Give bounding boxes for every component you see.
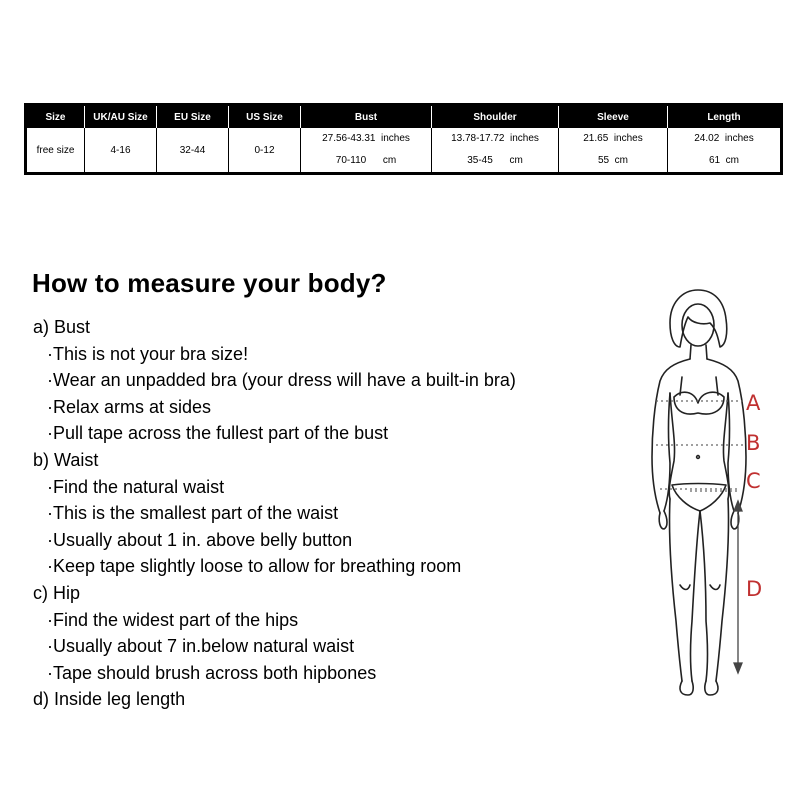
cell-size: free size — [36, 144, 75, 156]
guide-item: ·Pull tape across the fullest part of the bust — [47, 423, 389, 444]
marker-a: A — [746, 391, 761, 415]
header-bust: Bust — [301, 105, 432, 129]
header-eu-size: EU Size — [157, 105, 229, 129]
bust-inches: 27.56-43.31 inches — [322, 133, 410, 144]
guide-title: How to measure your body? — [32, 268, 387, 298]
cell-us-size: 0-12 — [229, 128, 301, 174]
guide-item: ·Usually about 1 in. above belly button — [47, 529, 353, 550]
guide-item: ·Usually about 7 in.below natural waist — [47, 636, 355, 657]
measurement-guide-list — [33, 314, 516, 713]
cell-length — [668, 128, 782, 174]
guide-item: ·This is the smallest part of the waist — [47, 503, 339, 524]
cell-uk-au-size: 4-16 — [85, 128, 157, 174]
bust-cm: 70-110 cm — [335, 155, 397, 166]
guide-item: ·Keep tape slightly loose to allow for breathing room — [47, 556, 462, 577]
sleeve-cm: 55 cm — [597, 155, 628, 166]
cell-shoulder — [432, 128, 559, 174]
body-outline-illustration — [630, 285, 780, 715]
header-length: Length — [668, 105, 782, 129]
size-table — [24, 103, 783, 175]
header-shoulder: Shoulder — [432, 105, 559, 129]
marker-d: D — [746, 577, 763, 601]
guide-item: ·Tape should brush across both hipbones — [47, 662, 377, 683]
shoulder-inches: 13.78-17.72 inches — [451, 133, 539, 144]
cell-bust — [301, 128, 432, 174]
guide-item: ·Relax arms at sides — [47, 396, 212, 417]
guide-item: ·This is not your bra size! — [47, 343, 249, 364]
guide-item: ·Wear an unpadded bra (your dress will have a built-in bra) — [47, 370, 516, 391]
guide-item: ·Find the widest part of the hips — [47, 609, 299, 630]
marker-c: C — [746, 469, 761, 493]
section-waist: b) Waist — [33, 449, 99, 470]
section-bust: a) Bust — [33, 317, 91, 337]
header-uk-au-size: UK/AU Size — [85, 105, 157, 129]
section-inside-leg: d) Inside leg length — [33, 689, 186, 710]
cell-sleeve — [559, 128, 668, 174]
table-header-row — [26, 105, 782, 129]
cell-eu-size: 32-44 — [157, 128, 229, 174]
body-measurement-figure — [630, 285, 780, 715]
marker-b: B — [746, 431, 761, 455]
table-row — [26, 128, 782, 174]
section-hip: c) Hip — [33, 582, 81, 603]
header-us-size: US Size — [229, 105, 301, 129]
header-sleeve: Sleeve — [559, 105, 668, 129]
length-inches: 24.02 inches — [694, 133, 754, 144]
header-size: Size — [26, 105, 85, 129]
length-cm: 61 cm — [708, 155, 739, 166]
sleeve-inches: 21.65 inches — [583, 133, 643, 144]
shoulder-cm: 35-45 cm — [467, 155, 523, 166]
guide-item: ·Find the natural waist — [47, 476, 225, 497]
